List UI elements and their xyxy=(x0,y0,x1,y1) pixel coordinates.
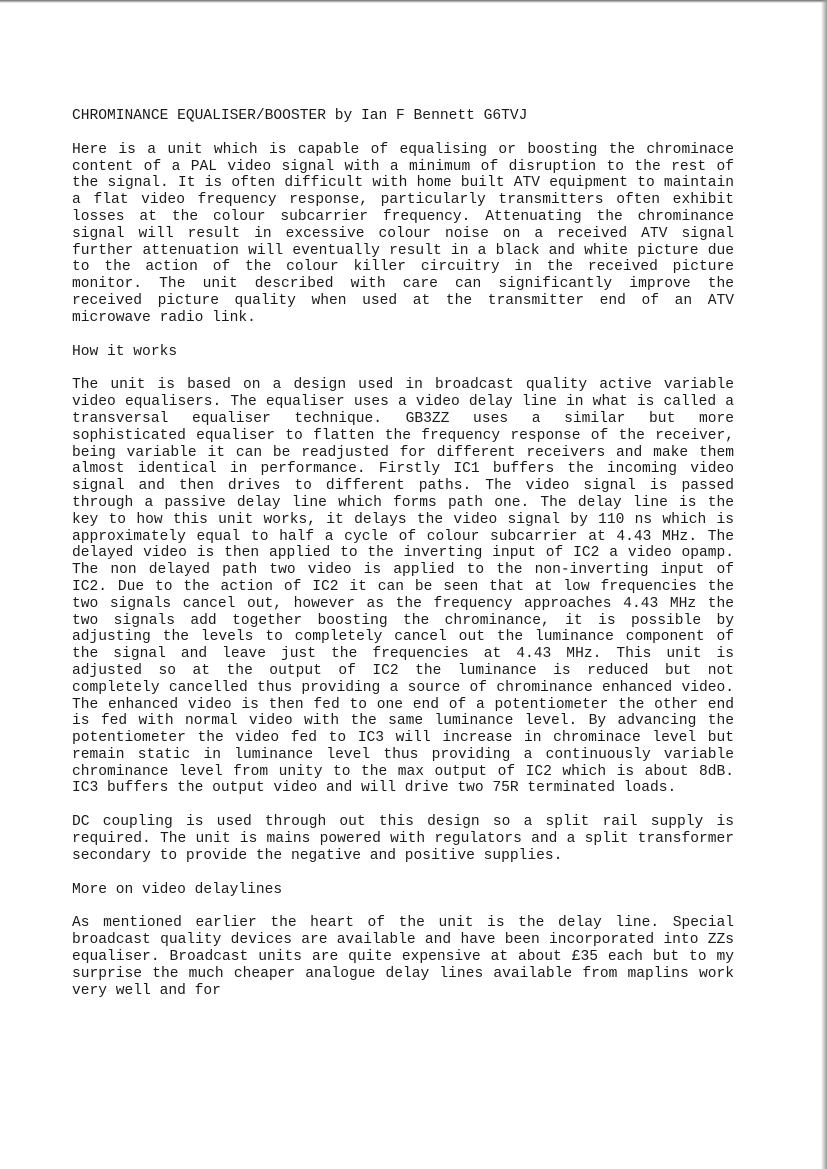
how-it-works-paragraph-1: The unit is based on a design used in broadcast quality active variable video equalisers. The equaliser uses a video delay line in what is called a transversal equaliser technique. GB3ZZ uses a similar but more sophisticated equaliser to flatten the frequency response of the receiver, being variable it can be readjusted for different receivers and make them almost identical in performance. Firstly IC1 buffers the incoming video signal and then drives to different paths. The video signal is passed through a passive delay line which forms path one. The delay line is the key to how this unit works, it delays the video signal by 110 ns which is approximately equal to half a cycle of colour subcarrier at 4.43 MHz. The delayed video is then applied to the inverting input of IC2 a video opamp. The non delayed path two video is applied to the non-inverting input of IC2. Due to the action of IC2 it can be seen that at low frequencies the two signals cancel out, however as the frequency approaches 4.43 MHz the two signals add together boosting the chrominance, it is possible by adjusting the levels to completely cancel out the luminance component of the signal and leave just the frequencies at 4.43 MHz. This unit is adjusted so at the output of IC2 the luminance is reduced but not completely cancelled thus providing a source of chrominance enhanced video. The enhanced video is then fed to one end of a potentiometer the other end is fed with normal video with the same luminance level. By advancing the potentiometer the video fed to IC3 will increase in chrominace level but remain static in luminance level thus providing a continuously variable chrominance level from unity to the max output of IC2 which is about 8dB. IC3 buffers the output video and will drive two 75R terminated loads. xyxy=(72,377,734,797)
section-heading-how-it-works: How it works xyxy=(72,343,178,360)
intro-paragraph: Here is a unit which is capable of equalising or boosting the chrominace content of a PAL video signal with a minimum of disruption to the rest of the signal. It is often difficult with home built ATV equipment to maintain a flat video frequency response, particularly transmitters often exhibit losses at the colour subcarrier frequency. Attenuating the chrominance signal will result in excessive colour noise on a received ATV signal further attenuation will eventually result in a black and white picture due to the action of the colour killer circuitry in the received picture monitor. The unit described with care can significantly improve the received picture quality when used at the transmitter end of an ATV microwave radio link. xyxy=(72,141,734,326)
document-title: CHROMINANCE EQUALISER/BOOSTER by Ian F Bennett G6TVJ xyxy=(72,108,528,124)
scan-edge-right xyxy=(821,0,827,1169)
section-heading-delaylines: More on video delaylines xyxy=(72,881,283,898)
document-page xyxy=(72,108,734,999)
delaylines-paragraph-1: As mentioned earlier the heart of the unit is the delay line. Special broadcast quality devices are available and have been incorporated into ZZs equaliser. Broadcast units are quite expensive at about £35 each but to my surprise the much cheaper analogue delay lines available from maplins work very well and for xyxy=(72,915,734,999)
scan-edge-top xyxy=(0,0,827,3)
how-it-works-paragraph-2: DC coupling is used through out this design so a split rail supply is required. The unit is mains powered with regulators and a split transformer secondary to provide the negative and positive supplies. xyxy=(72,814,734,864)
